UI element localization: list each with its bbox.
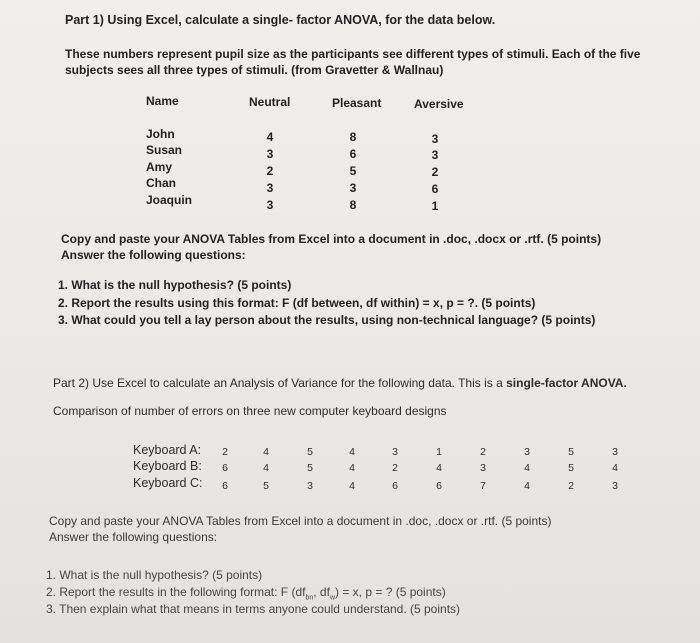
keyboard-value: 6 bbox=[392, 480, 398, 492]
col-header-pleasant: Pleasant bbox=[332, 96, 382, 110]
part1-question-2: 2. Report the results using this format: F (df between, df within) = x, p = ?. (5 points) bbox=[58, 296, 536, 310]
keyboard-value: 3 bbox=[524, 446, 530, 458]
part1-question-1: 1. What is the null hypothesis? (5 points) bbox=[58, 278, 292, 292]
cell-pleasant: 6 bbox=[349, 147, 357, 161]
row-name: John bbox=[146, 127, 175, 141]
keyboard-value: 4 bbox=[524, 480, 530, 492]
cell-aversive: 2 bbox=[431, 165, 439, 179]
keyboard-label: Keyboard B: bbox=[133, 459, 202, 473]
part2-question-2-tail: ) = x, p = ? (5 points) bbox=[335, 585, 446, 599]
part2-question-1: 1. What is the null hypothesis? (5 points) bbox=[46, 568, 263, 582]
part1-intro-line2: subjects sees all three types of stimuli. (from Gravetter & Wallnau) bbox=[65, 63, 444, 77]
cell-aversive: 3 bbox=[431, 148, 439, 162]
keyboard-value: 4 bbox=[349, 462, 355, 474]
keyboard-value: 2 bbox=[222, 446, 228, 458]
part2-question-2-lead: 2. Report the results in the following format: F (df bbox=[46, 585, 306, 599]
keyboard-value: 5 bbox=[307, 462, 313, 474]
keyboard-value: 7 bbox=[480, 480, 486, 492]
cell-neutral: 3 bbox=[266, 181, 274, 195]
part2-title-plain: Part 2) Use Excel to calculate an Analysis of Variance for the following data. This is a bbox=[53, 376, 507, 390]
part2-instruction-line1: Copy and paste your ANOVA Tables from Excel into a document in .doc, .docx or .rtf. (5 points) bbox=[49, 514, 552, 528]
keyboard-value: 6 bbox=[436, 480, 442, 492]
col-header-name: Name bbox=[146, 94, 179, 108]
part1-instruction-line1: Copy and paste your ANOVA Tables from Excel into a document in .doc, .docx or .rtf. (5 points) bbox=[61, 232, 602, 246]
keyboard-label: Keyboard A: bbox=[133, 443, 202, 457]
keyboard-value: 4 bbox=[436, 462, 442, 474]
keyboard-value: 5 bbox=[568, 446, 574, 458]
keyboard-label: Keyboard C: bbox=[133, 476, 203, 490]
keyboard-value: 4 bbox=[349, 446, 355, 458]
keyboard-value: 5 bbox=[568, 462, 574, 474]
keyboard-value: 2 bbox=[480, 446, 486, 458]
cell-pleasant: 3 bbox=[349, 181, 357, 195]
cell-aversive: 6 bbox=[431, 182, 439, 196]
keyboard-value: 2 bbox=[392, 462, 398, 474]
cell-pleasant: 8 bbox=[349, 198, 357, 212]
part1-intro-line1: These numbers represent pupil size as the participants see different types of stimuli. Each of the five bbox=[65, 47, 641, 61]
keyboard-value: 4 bbox=[263, 462, 269, 474]
cell-pleasant: 8 bbox=[349, 130, 357, 144]
row-name: Joaquin bbox=[146, 193, 193, 207]
row-name: Susan bbox=[146, 143, 183, 157]
part2-subtitle: Comparison of number of errors on three new computer keyboard designs bbox=[53, 404, 447, 418]
df-between-subscript: bn bbox=[305, 594, 314, 602]
cell-aversive: 3 bbox=[431, 132, 439, 146]
keyboard-value: 3 bbox=[612, 480, 618, 492]
keyboard-value: 5 bbox=[307, 446, 313, 458]
keyboard-value: 5 bbox=[263, 480, 269, 492]
cell-neutral: 3 bbox=[266, 198, 274, 212]
row-name: Amy bbox=[146, 160, 173, 174]
df-within-subscript: w bbox=[329, 594, 335, 602]
col-header-neutral: Neutral bbox=[249, 95, 291, 109]
cell-neutral: 4 bbox=[266, 130, 274, 144]
keyboard-value: 4 bbox=[612, 462, 618, 474]
keyboard-value: 2 bbox=[568, 480, 574, 492]
part2-title bbox=[53, 376, 627, 390]
keyboard-value: 4 bbox=[263, 446, 269, 458]
part2-question-2-mid: , df bbox=[313, 585, 330, 599]
keyboard-value: 6 bbox=[222, 480, 228, 492]
part1-title: Part 1) Using Excel, calculate a single- factor ANOVA, for the data below. bbox=[65, 13, 496, 27]
keyboard-value: 3 bbox=[612, 446, 618, 458]
cell-neutral: 2 bbox=[266, 164, 274, 178]
part2-title-bold: single-factor ANOVA. bbox=[506, 376, 627, 390]
part1-question-3: 3. What could you tell a lay person about the results, using non-technical language? (5 points) bbox=[58, 313, 596, 327]
row-name: Chan bbox=[146, 176, 176, 190]
part2-question-2 bbox=[46, 585, 446, 601]
part1-instruction-line2: Answer the following questions: bbox=[61, 248, 246, 262]
keyboard-value: 6 bbox=[222, 462, 228, 474]
keyboard-value: 3 bbox=[392, 446, 398, 458]
keyboard-value: 3 bbox=[307, 480, 313, 492]
keyboard-value: 1 bbox=[436, 446, 442, 458]
part2-instruction-line2: Answer the following questions: bbox=[49, 530, 218, 544]
cell-neutral: 3 bbox=[266, 147, 274, 161]
keyboard-value: 4 bbox=[524, 462, 530, 474]
keyboard-value: 4 bbox=[349, 480, 355, 492]
cell-pleasant: 5 bbox=[349, 164, 357, 178]
part2-question-3: 3. Then explain what that means in terms anyone could understand. (5 points) bbox=[46, 602, 461, 616]
col-header-aversive: Aversive bbox=[414, 97, 464, 111]
keyboard-value: 3 bbox=[480, 462, 486, 474]
cell-aversive: 1 bbox=[431, 199, 439, 213]
